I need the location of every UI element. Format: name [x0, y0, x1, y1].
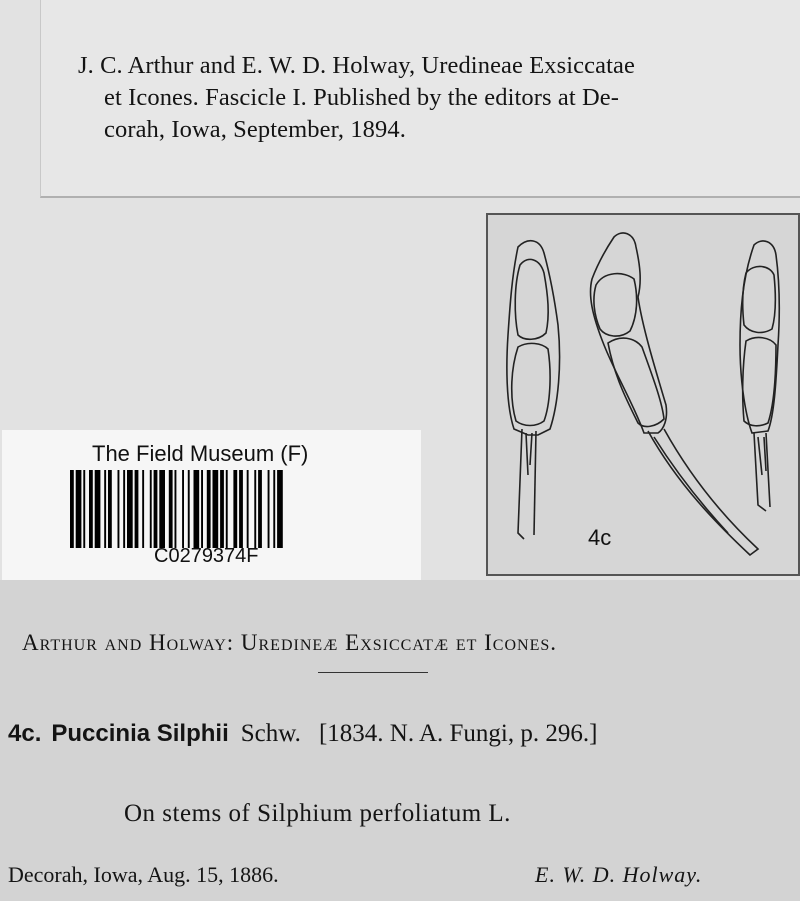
barcode-bar: [239, 470, 243, 548]
barcode-bar: [108, 470, 112, 548]
barcode-bar: [213, 470, 219, 548]
publication-line-2: et Icones. Fascicle I. Published by the editors at De-: [104, 84, 619, 111]
locality-date: Decorah, Iowa, Aug. 15, 1886.: [8, 862, 279, 887]
barcode-bar: [135, 470, 139, 548]
barcode-bar: [207, 470, 211, 548]
exsiccata-number: 4c.: [8, 720, 42, 747]
barcode-bar: [76, 470, 82, 548]
barcode-bar: [254, 470, 256, 548]
spore-right: [740, 241, 779, 511]
barcode: [70, 470, 356, 550]
barcode-bar: [277, 470, 283, 548]
barcode-bar: [127, 470, 133, 548]
barcode-bar: [95, 470, 101, 548]
barcode-bar: [220, 470, 224, 548]
barcode-bar: [159, 470, 165, 548]
catalog-number: C0279374F: [154, 545, 259, 567]
spore-left: [507, 241, 560, 539]
barcode-bar: [233, 470, 237, 548]
barcode-bar: [226, 470, 228, 548]
species-line: [8, 720, 597, 748]
barcode-bar: [142, 470, 144, 548]
barcode-bar: [104, 470, 106, 548]
barcode-bar: [169, 470, 173, 548]
barcode-bar: [268, 470, 270, 548]
publication-line-3: corah, Iowa, September, 1894.: [104, 116, 406, 143]
barcode-bar: [123, 470, 125, 548]
barcode-bar: [188, 470, 190, 548]
institution-name: The Field Museum (F): [92, 441, 309, 466]
barcode-bar: [201, 470, 203, 548]
host-line: On stems of Silphium perfoliatum L.: [124, 800, 511, 827]
barcode-bar: [247, 470, 249, 548]
teliospore-illustration-card: [486, 213, 800, 576]
taxon-name: Puccinia Silphii: [51, 720, 229, 747]
museum-barcode-label: [2, 430, 421, 580]
barcode-bar: [70, 470, 74, 548]
teliospore-drawing: [488, 215, 798, 574]
barcode-bar: [89, 470, 93, 548]
barcode-bar: [273, 470, 275, 548]
spore-center: [591, 233, 759, 555]
publication-line-1: J. C. Arthur and E. W. D. Holway, Uredineae Exsiccatae: [78, 52, 635, 79]
publication-text: [78, 50, 778, 146]
figure-label: 4c: [588, 525, 612, 550]
barcode-bar: [182, 470, 184, 548]
taxon-citation: [1834. N. A. Fungi, p. 296.]: [318, 720, 598, 747]
barcode-bar: [118, 470, 120, 548]
title-divider: [318, 672, 428, 673]
collector-name: E. W. D. Holway.: [535, 862, 703, 887]
taxon-author: Schw.: [240, 720, 301, 747]
barcode-bar: [154, 470, 158, 548]
barcode-bar: [150, 470, 152, 548]
series-title: Arthur and Holway: Uredineæ Exsiccatæ et Icones.: [22, 630, 558, 655]
barcode-bar: [83, 470, 85, 548]
barcode-bar: [258, 470, 262, 548]
barcode-bar: [175, 470, 177, 548]
barcode-bar: [194, 470, 200, 548]
